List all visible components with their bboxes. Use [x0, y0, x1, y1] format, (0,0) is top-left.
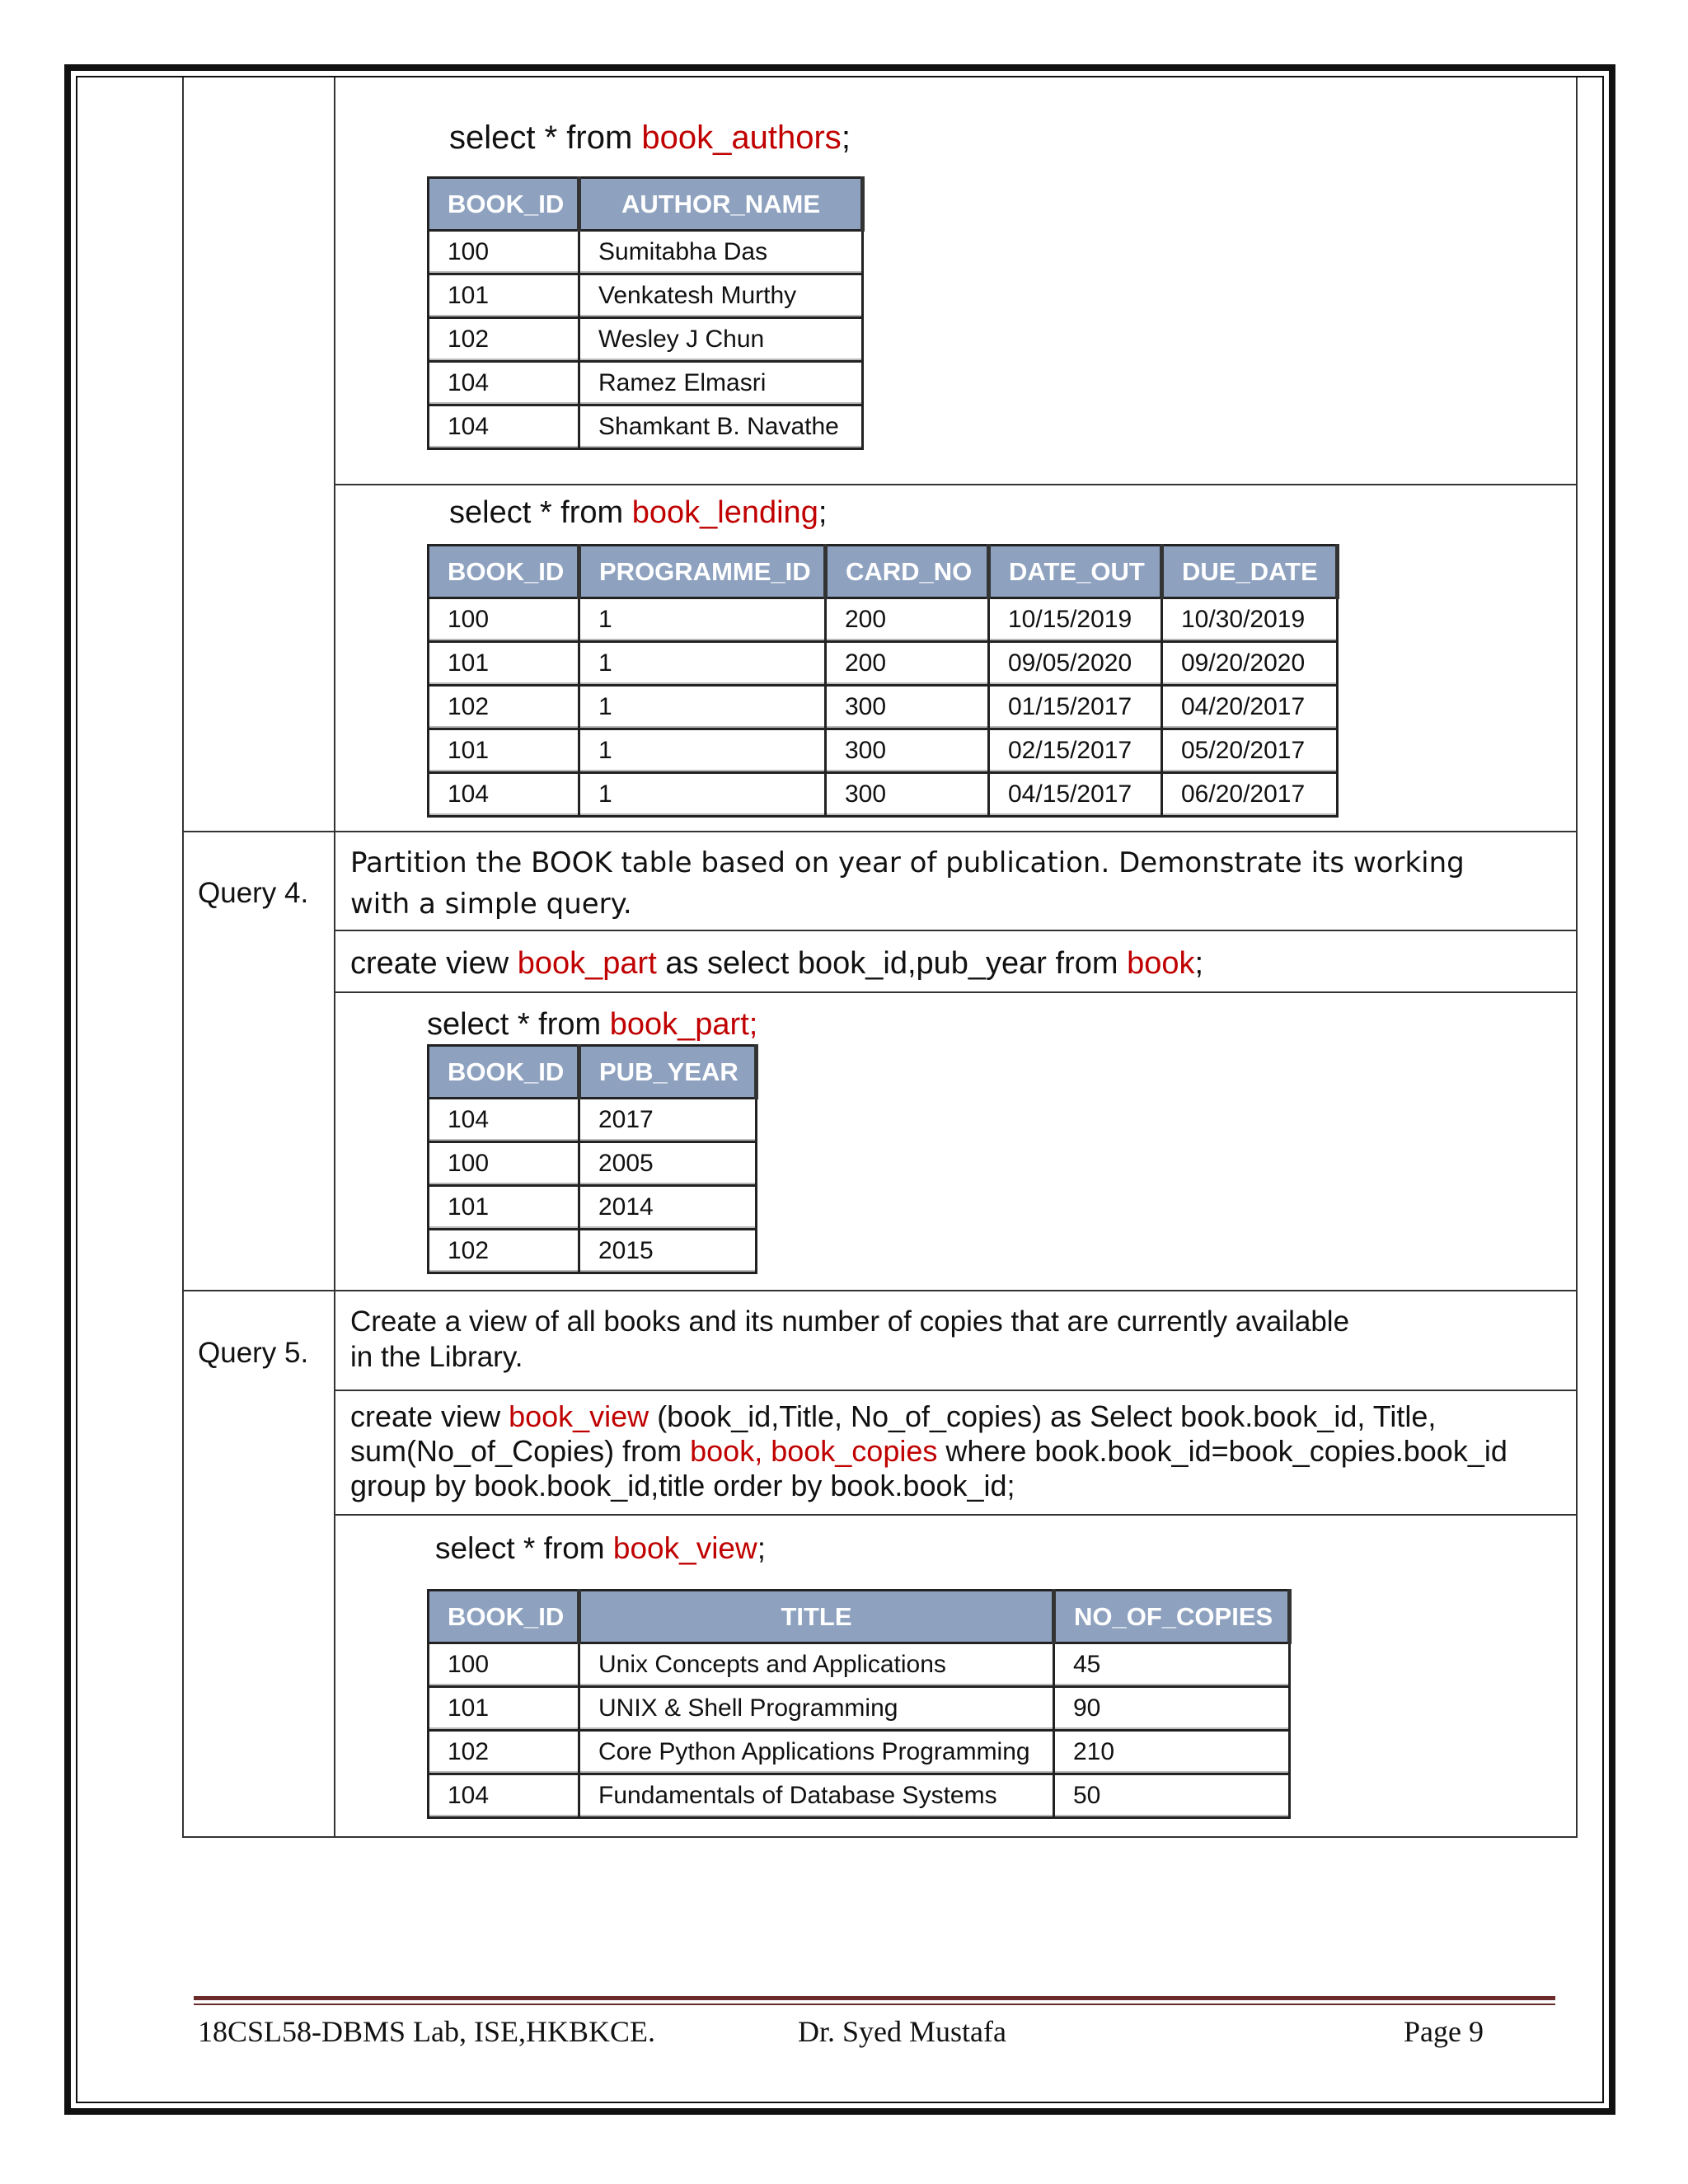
sql-line	[350, 1399, 1507, 1434]
footer-page-number: Page 9	[1404, 2015, 1484, 2048]
table-row	[429, 686, 1338, 729]
table-row	[429, 362, 863, 405]
table-row	[429, 598, 1338, 642]
book-part-table	[427, 1044, 758, 1274]
sql-line: group by book.book_id,title order by book.book_id;	[350, 1469, 1015, 1502]
table-cell: 01/15/2017	[989, 686, 1162, 729]
grid-line	[334, 1514, 1578, 1516]
table-cell: UNIX & Shell Programming	[579, 1687, 1054, 1731]
grid-line	[182, 1836, 1578, 1838]
table-cell: 10/30/2019	[1162, 598, 1338, 642]
table-cell: 300	[826, 729, 989, 773]
table-cell: 300	[826, 686, 989, 729]
prompt-line: with a simple query.	[350, 888, 632, 921]
footer-course: 18CSL58-DBMS Lab, ISE,HKBKCE.	[198, 2015, 656, 2048]
table-cell: 102	[429, 1230, 579, 1273]
column-header: BOOK_ID	[429, 546, 579, 598]
table-row	[429, 773, 1338, 817]
sql-table-name: book, book_copies	[690, 1434, 938, 1468]
sql-view-name: book_view	[509, 1399, 649, 1433]
table-row	[429, 318, 863, 362]
table-cell: 1	[579, 729, 826, 773]
table-cell: 2014	[579, 1186, 757, 1230]
table-cell: Sumitabha Das	[579, 231, 863, 274]
sql-table-name: book_view	[612, 1531, 757, 1565]
book-view-table	[427, 1589, 1292, 1819]
table-cell: 04/15/2017	[989, 773, 1162, 817]
table-row	[429, 642, 1338, 686]
sql-clause: (book_id,Title, No_of_copies) as Select book.book_id, Title,	[649, 1399, 1437, 1433]
table-row	[429, 274, 863, 318]
create-view-statement	[350, 1399, 1507, 1503]
column-header: PUB_YEAR	[579, 1046, 757, 1099]
table-cell: 10/15/2019	[989, 598, 1162, 642]
sql-keywords: select * from	[435, 1531, 613, 1565]
table-cell: Core Python Applications Programming	[579, 1731, 1054, 1774]
grid-line	[1576, 77, 1578, 1838]
table-cell: 104	[429, 1774, 579, 1818]
table-cell: 09/05/2020	[989, 642, 1162, 686]
grid-line	[334, 991, 1578, 993]
table-header-row	[429, 546, 1338, 598]
table-cell: 104	[429, 405, 579, 449]
table-cell: 100	[429, 1643, 579, 1687]
grid-line	[182, 1290, 1578, 1291]
table-cell: 200	[826, 598, 989, 642]
sql-view-name: book_part	[517, 946, 657, 981]
sql-terminator: ;	[757, 1531, 767, 1565]
sql-table-name: book_part;	[609, 1007, 758, 1042]
select-statement	[449, 120, 851, 155]
table-row	[429, 405, 863, 449]
table-row	[429, 1731, 1290, 1774]
column-header: PROGRAMME_ID	[579, 546, 826, 598]
table-row	[429, 1687, 1290, 1731]
table-cell: 210	[1054, 1731, 1290, 1774]
table-cell: 300	[826, 773, 989, 817]
sql-clause: sum(No_of_Copies) from	[350, 1434, 691, 1468]
select-statement	[449, 495, 827, 530]
query-prompt	[350, 1304, 1349, 1375]
table-row	[429, 1186, 757, 1230]
query-label: Query 5.	[198, 1337, 309, 1369]
table-cell: 100	[429, 1142, 579, 1186]
sql-keywords: create view	[350, 1399, 509, 1433]
table-cell: Venkatesh Murthy	[579, 274, 863, 318]
sql-table-name: book_authors	[641, 120, 842, 156]
table-cell: 04/20/2017	[1162, 686, 1338, 729]
create-view-statement	[350, 946, 1203, 981]
table-cell: 09/20/2020	[1162, 642, 1338, 686]
table-cell: 06/20/2017	[1162, 773, 1338, 817]
table-cell: 101	[429, 642, 579, 686]
grid-line	[334, 930, 1578, 931]
grid-line	[334, 77, 335, 1838]
table-cell: 1	[579, 773, 826, 817]
table-cell: 1	[579, 686, 826, 729]
table-row	[429, 1230, 757, 1273]
table-cell: Wesley J Chun	[579, 318, 863, 362]
table-cell: 2005	[579, 1142, 757, 1186]
column-header: TITLE	[579, 1591, 1054, 1643]
table-cell: Shamkant B. Navathe	[579, 405, 863, 449]
table-cell: 50	[1054, 1774, 1290, 1818]
table-cell: Fundamentals of Database Systems	[579, 1774, 1054, 1818]
column-header: NO_OF_COPIES	[1054, 1591, 1290, 1643]
table-cell: 101	[429, 1687, 579, 1731]
sql-terminator: ;	[818, 495, 828, 530]
table-header-row	[429, 1046, 757, 1099]
table-row	[429, 729, 1338, 773]
grid-line	[334, 484, 1578, 485]
table-cell: 45	[1054, 1643, 1290, 1687]
table-cell: 2015	[579, 1230, 757, 1273]
table-cell: 101	[429, 729, 579, 773]
grid-line	[182, 831, 1578, 832]
table-row	[429, 1099, 757, 1142]
column-header: BOOK_ID	[429, 178, 579, 231]
prompt-line: in the Library.	[350, 1341, 523, 1373]
table-row	[429, 231, 863, 274]
prompt-line: Partition the BOOK table based on year of publication. Demonstrate its working	[350, 846, 1465, 879]
query-label: Query 4.	[198, 877, 309, 909]
footer-rule	[194, 2004, 1555, 2005]
prompt-line: Create a view of all books and its number of copies that are currently available	[350, 1305, 1350, 1338]
query-prompt	[350, 842, 1465, 925]
sql-keywords: create view	[350, 946, 518, 981]
table-row	[429, 1643, 1290, 1687]
table-cell: 1	[579, 642, 826, 686]
table-cell: Ramez Elmasri	[579, 362, 863, 405]
table-row	[429, 1142, 757, 1186]
table-cell: 90	[1054, 1687, 1290, 1731]
sql-clause: as select book_id,pub_year from	[656, 946, 1128, 981]
table-header-row	[429, 178, 863, 231]
table-cell: 05/20/2017	[1162, 729, 1338, 773]
sql-keywords: select * from	[427, 1007, 610, 1042]
sql-terminator: ;	[1194, 946, 1204, 981]
table-cell: 1	[579, 598, 826, 642]
grid-line	[182, 77, 184, 1838]
column-header: BOOK_ID	[429, 1046, 579, 1099]
sql-clause: where book.book_id=book_copies.book_id	[937, 1434, 1507, 1468]
footer-author: Dr. Syed Mustafa	[798, 2015, 1006, 2048]
sql-table-name: book	[1127, 946, 1195, 981]
book-lending-table	[427, 544, 1339, 818]
table-cell: 102	[429, 686, 579, 729]
table-cell: 102	[429, 318, 579, 362]
sql-terminator: ;	[841, 120, 851, 156]
column-header: AUTHOR_NAME	[579, 178, 863, 231]
book-authors-table	[427, 176, 865, 450]
table-cell: 101	[429, 1186, 579, 1230]
table-cell: 100	[429, 231, 579, 274]
grid-line	[334, 1390, 1578, 1391]
table-cell: Unix Concepts and Applications	[579, 1643, 1054, 1687]
table-cell: 102	[429, 1731, 579, 1774]
footer-rule	[194, 1996, 1555, 2000]
table-cell: 100	[429, 598, 579, 642]
sql-keywords: select * from	[449, 495, 632, 530]
select-statement	[427, 1007, 757, 1042]
column-header: DATE_OUT	[989, 546, 1162, 598]
table-cell: 02/15/2017	[989, 729, 1162, 773]
column-header: BOOK_ID	[429, 1591, 579, 1643]
table-row	[429, 1774, 1290, 1818]
table-cell: 200	[826, 642, 989, 686]
table-cell: 104	[429, 362, 579, 405]
select-statement	[435, 1531, 766, 1566]
table-cell: 101	[429, 274, 579, 318]
sql-line	[350, 1434, 1507, 1469]
table-cell: 104	[429, 1099, 579, 1142]
column-header: CARD_NO	[826, 546, 989, 598]
column-header: DUE_DATE	[1162, 546, 1338, 598]
table-header-row	[429, 1591, 1290, 1643]
table-cell: 2017	[579, 1099, 757, 1142]
sql-table-name: book_lending	[631, 495, 818, 530]
sql-keywords: select * from	[449, 120, 642, 156]
table-cell: 104	[429, 773, 579, 817]
